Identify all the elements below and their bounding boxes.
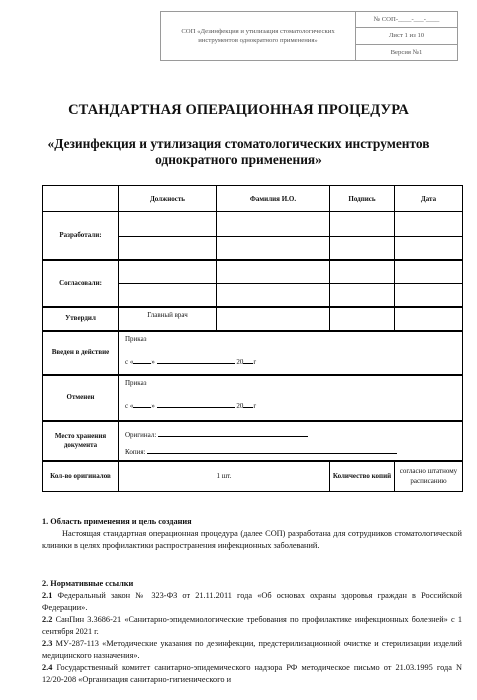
table-cell bbox=[330, 237, 395, 260]
table-cell bbox=[330, 284, 395, 307]
col-date: Дата bbox=[395, 186, 463, 212]
table-cell bbox=[395, 307, 463, 331]
row-developed-label: Разработали: bbox=[43, 212, 119, 260]
table-cell bbox=[217, 284, 330, 307]
reference-text: МУ-287-113 «Методические указания по дезинфекции, предстерилизационной очистке и стерилизации изделий медицинского назначения». bbox=[42, 639, 462, 660]
reference-text: Федеральный закон № 323-ФЗ от 21.11.2011 года «Об основах охраны здоровья граждан в Российской Федерации». bbox=[42, 591, 462, 612]
document-header bbox=[160, 11, 458, 61]
quote-close: » bbox=[151, 401, 155, 410]
table-cell bbox=[330, 260, 395, 284]
year-blank bbox=[243, 399, 253, 408]
original-label: Оригинал: bbox=[125, 430, 157, 439]
year-prefix: 20 bbox=[236, 401, 244, 410]
introduced-order-label: Приказ bbox=[125, 334, 147, 343]
section-references bbox=[42, 578, 462, 686]
month-blank bbox=[157, 399, 235, 408]
month-blank bbox=[157, 355, 235, 364]
reference-item bbox=[42, 638, 462, 662]
year-suffix: г bbox=[253, 401, 257, 410]
header-sheet: Лист 1 из 10 bbox=[356, 28, 458, 44]
table-header-row bbox=[43, 186, 463, 212]
row-approved-label: Утвердил bbox=[43, 307, 119, 331]
reference-item bbox=[42, 662, 462, 686]
header-version: Версия №1 bbox=[356, 44, 458, 60]
header-number: № СОП-____-___-____ bbox=[356, 12, 458, 28]
original-blank bbox=[158, 428, 308, 437]
copies-count-label: Количество копий bbox=[330, 461, 395, 492]
document-subtitle: «Дезинфекция и утилизация стоматологических инструментов однократного применения» bbox=[47, 136, 430, 167]
table-cell bbox=[119, 260, 217, 284]
table-cell bbox=[217, 237, 330, 260]
col-signature: Подпись bbox=[330, 186, 395, 212]
table-cell bbox=[395, 260, 463, 284]
day-blank bbox=[133, 399, 151, 408]
col-name: Фамилия И.О. bbox=[217, 186, 330, 212]
reference-item bbox=[42, 590, 462, 614]
copy-blank bbox=[147, 445, 397, 454]
table-cell bbox=[217, 307, 330, 331]
copies-count: согласно штатному расписанию bbox=[395, 461, 463, 492]
row-storage-label: Место хранения документа bbox=[43, 421, 119, 461]
table-cell bbox=[395, 212, 463, 237]
document-title: СТАНДАРТНАЯ ОПЕРАЦИОННАЯ ПРОЦЕДУРА bbox=[68, 102, 409, 118]
approval-table bbox=[42, 185, 463, 492]
col-position: Должность bbox=[119, 186, 217, 212]
approved-position: Главный врач bbox=[119, 307, 217, 331]
reference-item bbox=[42, 614, 462, 638]
table-cell bbox=[217, 212, 330, 237]
introduced-order-cell bbox=[119, 331, 463, 375]
copy-label: Копия: bbox=[125, 447, 146, 456]
reference-num: 2.3 bbox=[42, 639, 53, 648]
reference-num: 2.4 bbox=[42, 663, 53, 672]
reference-text: Государственный комитет санитарно-эпидемического надзора РФ методическое письмо от 21.03.1995 года N 12/20-208 «Организация санитарно-гигиенического и bbox=[42, 663, 462, 684]
table-cell bbox=[330, 212, 395, 237]
originals-count: 1 шт. bbox=[119, 461, 330, 492]
table-cell bbox=[395, 237, 463, 260]
section-2-heading: 2. Нормативные ссылки bbox=[42, 579, 134, 588]
row-cancelled-label: Отменен bbox=[43, 375, 119, 421]
year-blank bbox=[243, 355, 253, 364]
cancelled-from: с bbox=[125, 401, 129, 410]
section-scope bbox=[42, 516, 462, 552]
cancelled-order-cell bbox=[119, 375, 463, 421]
year-prefix: 20 bbox=[236, 357, 244, 366]
table-cell bbox=[217, 260, 330, 284]
reference-num: 2.2 bbox=[42, 615, 53, 624]
table-cell bbox=[395, 284, 463, 307]
cancelled-order-label: Приказ bbox=[125, 378, 147, 387]
table-cell bbox=[119, 212, 217, 237]
quote-open: « bbox=[129, 401, 134, 410]
table-cell bbox=[119, 284, 217, 307]
reference-num: 2.1 bbox=[42, 591, 53, 600]
section-1-heading: 1. Область применения и цель создания bbox=[42, 517, 192, 526]
originals-count-label: Кол-во оригиналов bbox=[43, 461, 119, 492]
quote-close: » bbox=[151, 357, 155, 366]
day-blank bbox=[133, 355, 151, 364]
section-1-text: Настоящая стандартная операционная процедура (далее СОП) разработана для сотрудников стоматологической клиники в целях профилактики распространения инфекционных заболеваний. bbox=[42, 529, 462, 550]
quote-open: « bbox=[129, 357, 134, 366]
storage-cell bbox=[119, 421, 463, 461]
table-cell bbox=[330, 307, 395, 331]
reference-text: СанПин 3.3686-21 «Санитарно-эпидемиологические требования по профилактике инфекционных болезней» с 1 сентября 2021 г. bbox=[42, 615, 463, 636]
row-agreed-label: Согласовали: bbox=[43, 260, 119, 307]
table-cell bbox=[119, 237, 217, 260]
year-suffix: г bbox=[253, 357, 257, 366]
header-sop-title: СОП «Дезинфекция и утилизация стоматологических инструментов однократного применения» bbox=[161, 12, 356, 61]
introduced-from: с bbox=[125, 357, 129, 366]
row-introduced-label: Введен в действие bbox=[43, 331, 119, 375]
table-corner-cell bbox=[43, 186, 119, 212]
